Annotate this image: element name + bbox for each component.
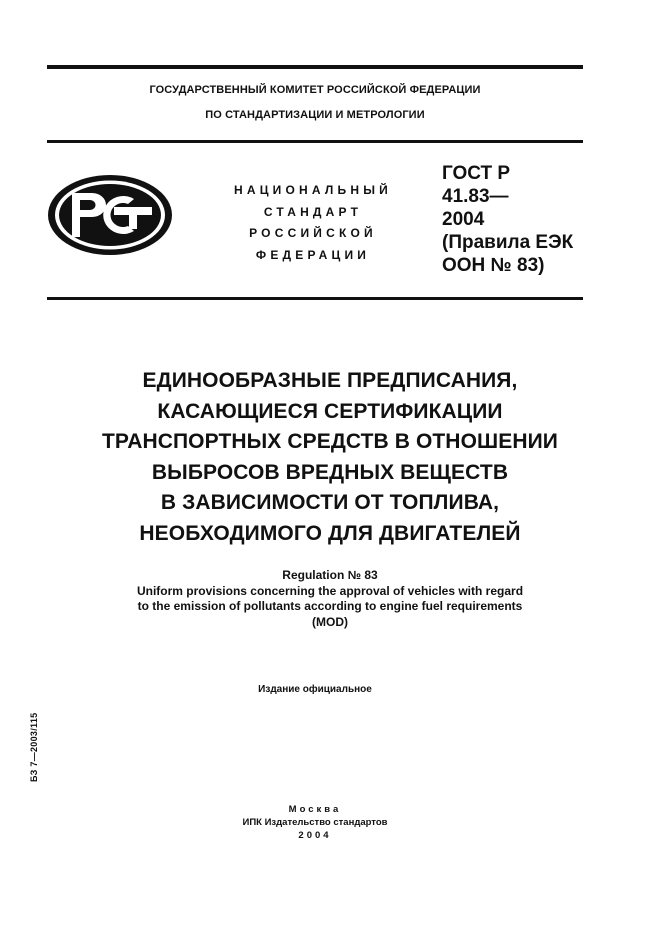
committee-name-line-2: ПО СТАНДАРТИЗАЦИИ И МЕТРОЛОГИИ [205, 109, 425, 121]
title-line: ВЫБРОСОВ ВРЕДНЫХ ВЕЩЕСТВ [151, 460, 509, 484]
designation-line: ООН № 83) [442, 255, 545, 276]
publisher-footer [165, 803, 465, 842]
title-line: ЕДИНООБРАЗНЫЕ ПРЕДПИСАНИЯ, [142, 369, 518, 392]
regulation-line: Uniform provisions concerning the approval of vehicles with regard [136, 583, 524, 598]
designation-line: (Правила ЕЭК [442, 232, 574, 253]
regulation-subtitle [60, 568, 600, 630]
regulation-line: to the emission of pollutants according to engine fuel requirements [137, 599, 523, 613]
publication-year: 2004 [298, 830, 332, 841]
designation-line: ГОСТ Р [442, 163, 511, 184]
national-standard-line: СТАНДАРТ [263, 204, 363, 219]
document-title [40, 366, 620, 549]
side-catalog-code: БЗ 7—2003/115 [29, 712, 39, 782]
title-line: НЕОБХОДИМОГО ДЛЯ ДВИГАТЕЛЕЙ [139, 521, 521, 545]
rst-certification-mark-icon [46, 173, 174, 257]
regulation-line: (MOD) [312, 614, 348, 629]
title-line: ТРАНСПОРТНЫХ СРЕДСТВ В ОТНОШЕНИИ [102, 430, 558, 453]
top-rule [47, 65, 583, 69]
designation-line: 2004 [442, 209, 485, 230]
national-standard-line: РОССИЙСКОЙ [249, 226, 377, 240]
national-standard-label [200, 180, 426, 266]
header-rule [47, 140, 583, 143]
publisher-name: ИПК Издательство стандартов [242, 817, 388, 828]
standard-designation [442, 162, 573, 277]
national-standard-line: ФЕДЕРАЦИИ [255, 247, 371, 262]
title-rule [47, 297, 583, 300]
edition-label: Издание официальное [258, 684, 372, 695]
title-line: В ЗАВИСИМОСТИ ОТ ТОПЛИВА, [160, 491, 500, 514]
regulation-line: Regulation № 83 [282, 568, 378, 582]
city: Москва [288, 804, 342, 815]
title-line: КАСАЮЩИЕСЯ СЕРТИФИКАЦИИ [157, 399, 503, 423]
national-standard-line: НАЦИОНАЛЬНЫЙ [233, 183, 393, 197]
committee-name-line-1: ГОСУДАРСТВЕННЫЙ КОМИТЕТ РОССИЙСКОЙ ФЕДЕРАЦИИ [149, 84, 481, 96]
designation-line: 41.83— [442, 186, 509, 207]
